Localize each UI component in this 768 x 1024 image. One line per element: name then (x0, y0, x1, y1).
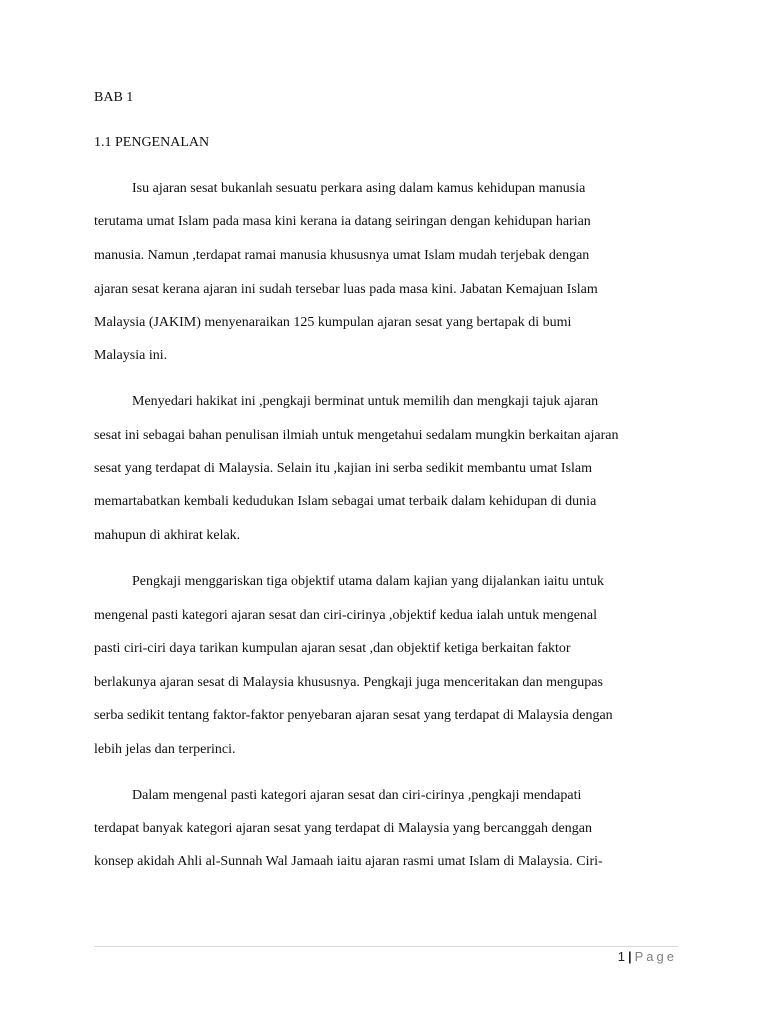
paragraph-line: mengenal pasti kategori ajaran sesat dan ciri-cirinya ,objektif kedua ialah untuk mengenal (94, 608, 598, 623)
page-label: Page (634, 949, 677, 964)
paragraph-line: Dalam mengenal pasti kategori ajaran sesat dan ciri-cirinya ,pengkaji mendapati (132, 788, 582, 803)
paragraph-line: mahupun di akhirat kelak. (94, 528, 241, 543)
chapter-heading: BAB 1 (94, 90, 134, 105)
page-footer (618, 948, 677, 965)
paragraph-line: terdapat banyak kategori ajaran sesat yang terdapat di Malaysia yang bercanggah dengan (94, 821, 592, 836)
paragraph-line: ajaran sesat kerana ajaran ini sudah tersebar luas pada masa kini. Jabatan Kemajuan Islam (94, 282, 598, 297)
paragraph-line: serba sedikit tentang faktor-faktor penyebaran ajaran sesat yang terdapat di Malaysia dengan (94, 708, 613, 723)
paragraph-line: lebih jelas dan terperinci. (94, 742, 236, 757)
page-number: 1 (617, 949, 625, 964)
paragraph-line: berlakunya ajaran sesat di Malaysia khususnya. Pengkaji juga menceritakan dan mengupas (94, 675, 603, 690)
paragraph-line: manusia. Namun ,terdapat ramai manusia khususnya umat Islam mudah terjebak dengan (94, 248, 590, 263)
paragraph-line: Pengkaji menggariskan tiga objektif utama dalam kajian yang dijalankan iaitu untuk (132, 574, 604, 589)
paragraph-line: konsep akidah Ahli al-Sunnah Wal Jamaah iaitu ajaran rasmi umat Islam di Malaysia. Ciri- (94, 854, 603, 869)
paragraph-line: Malaysia (JAKIM) menyenaraikan 125 kumpulan ajaran sesat yang bertapak di bumi (94, 315, 572, 330)
footer-divider (94, 946, 678, 947)
paragraph-line: memartabatkan kembali kedudukan Islam sebagai umat terbaik dalam kehidupan di dunia (94, 494, 597, 509)
section-heading: 1.1 PENGENALAN (94, 135, 210, 150)
paragraph-line: pasti ciri-ciri daya tarikan kumpulan ajaran sesat ,dan objektif ketiga berkaitan faktor (94, 641, 571, 656)
paragraph-line: sesat yang terdapat di Malaysia. Selain itu ,kajian ini serba sedikit membantu umat Islam (94, 461, 593, 476)
paragraph-line: Menyedari hakikat ini ,pengkaji berminat untuk memilih dan mengkaji tajuk ajaran (132, 394, 599, 409)
page-separator: | (627, 949, 632, 964)
paragraph-line: Isu ajaran sesat bukanlah sesuatu perkara asing dalam kamus kehidupan manusia (132, 181, 586, 196)
paragraph-line: Malaysia ini. (94, 348, 168, 363)
paragraph-line: terutama umat Islam pada masa kini kerana ia datang seiringan dengan kehidupan harian (94, 214, 591, 229)
paragraph-line: sesat ini sebagai bahan penulisan ilmiah untuk mengetahui sedalam mungkin berkaitan ajaran (94, 428, 619, 443)
